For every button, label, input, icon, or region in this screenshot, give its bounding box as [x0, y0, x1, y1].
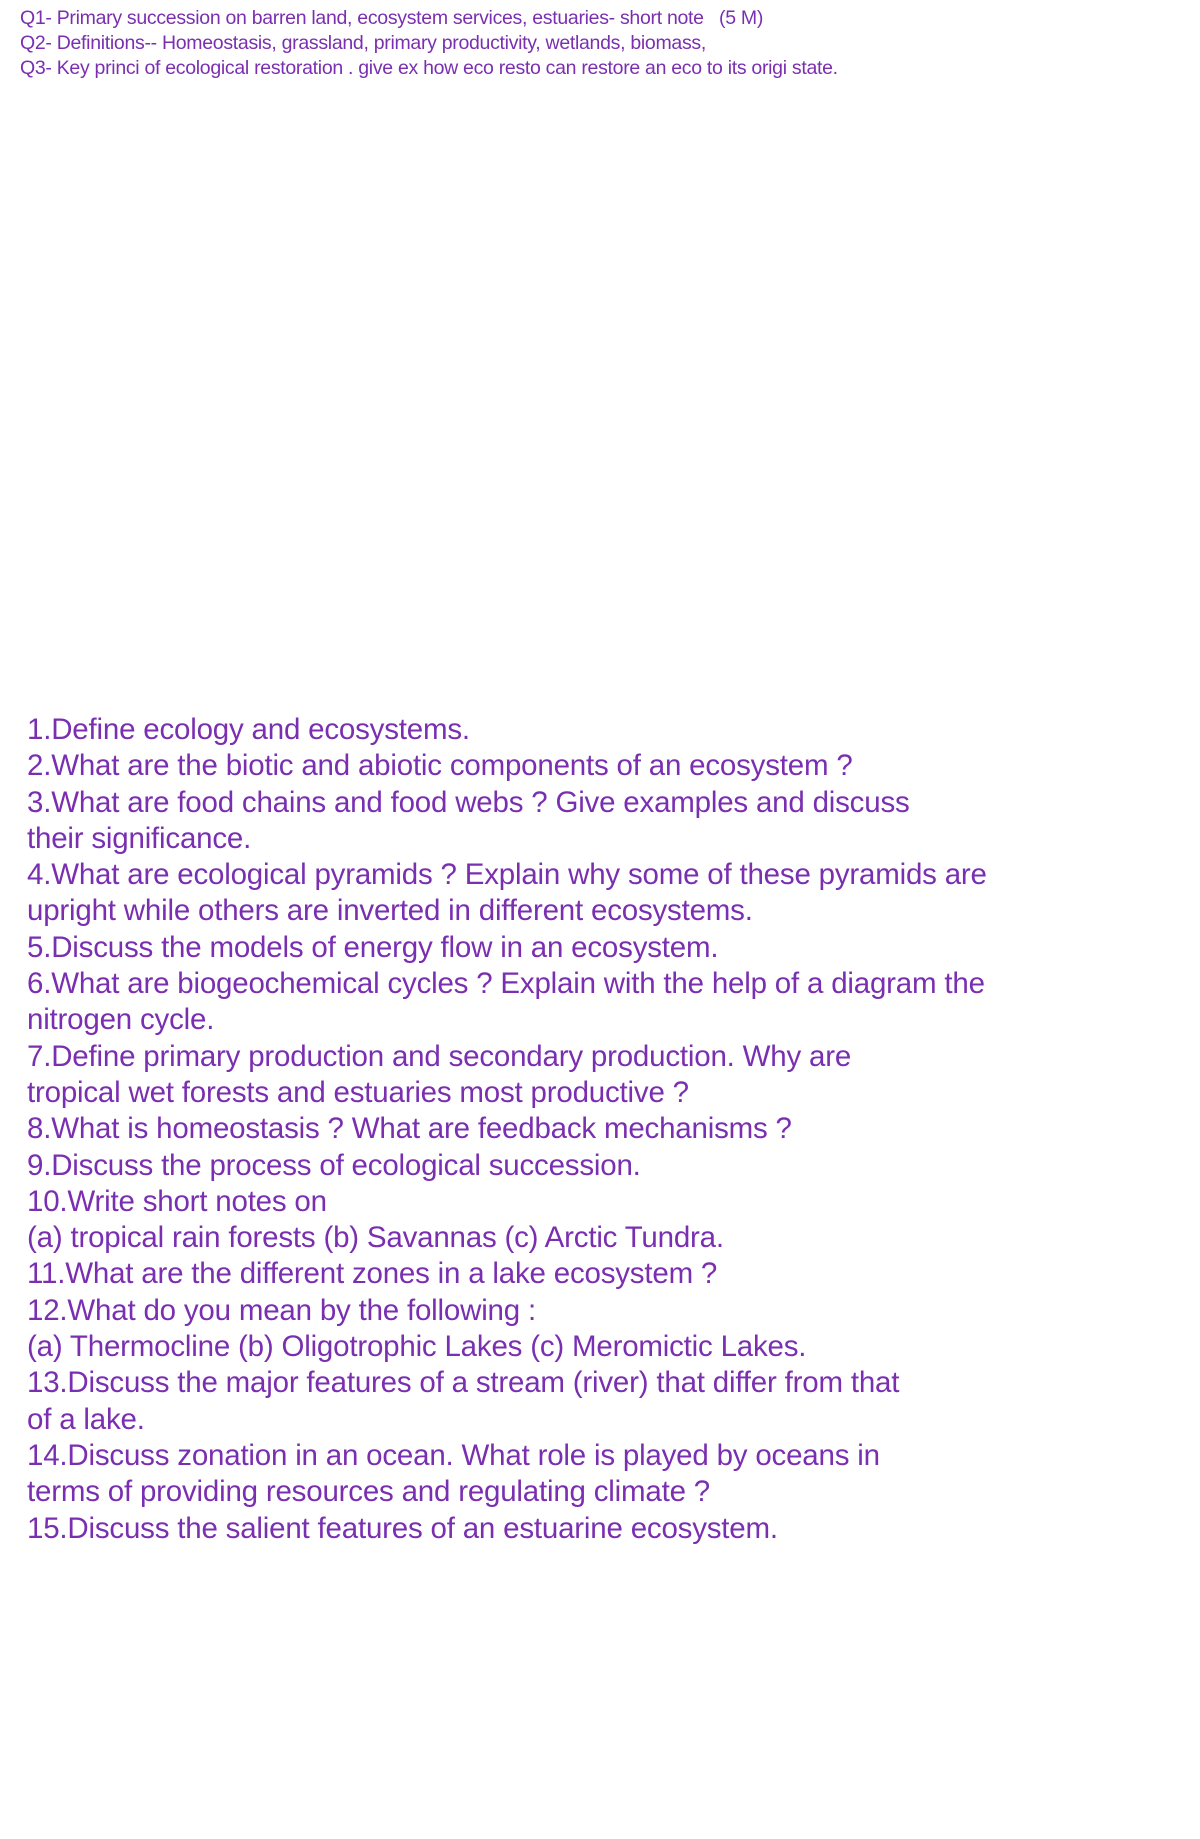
question-line: 15.Discuss the salient features of an estuarine ecosystem. [27, 1511, 778, 1545]
question-line: 9.Discuss the process of ecological succession. [27, 1148, 641, 1182]
question-list [27, 712, 1177, 1547]
note-line-q2: Q2- Definitions-- Homeostasis, grassland, primary productivity, wetlands, biomass, [20, 32, 706, 54]
question-line: 7.Define primary production and secondary production. Why are [27, 1039, 852, 1073]
question-line: 5.Discuss the models of energy flow in an ecosystem. [27, 930, 719, 964]
question-line: 6.What are biogeochemical cycles ? Explain with the help of a diagram the [27, 967, 985, 1001]
question-line: (a) tropical rain forests (b) Savannas (c) Arctic Tundra. [27, 1221, 724, 1255]
question-line: 13.Discuss the major features of a stream (river) that differ from that [27, 1366, 900, 1400]
question-line: (a) Thermocline (b) Oligotrophic Lakes (c) Meromictic Lakes. [27, 1330, 807, 1364]
note-line-q1: Q1- Primary succession on barren land, ecosystem services, estuaries- short note (5 M) [20, 7, 764, 29]
question-line: 4.What are ecological pyramids ? Explain why some of these pyramids are [27, 858, 987, 892]
question-line: 10.Write short notes on [27, 1184, 327, 1218]
question-line: 1.Define ecology and ecosystems. [27, 713, 470, 746]
question-line: upright while others are inverted in different ecosystems. [27, 894, 753, 928]
question-line: 12.What do you mean by the following : [27, 1293, 536, 1327]
question-line: 14.Discuss zonation in an ocean. What role is played by oceans in [27, 1438, 880, 1472]
note-line-q3: Q3- Key princi of ecological restoration . give ex how eco resto can restore an eco to its origi state. [20, 57, 838, 79]
handwritten-notes [20, 6, 1180, 81]
question-line: terms of providing resources and regulating climate ? [27, 1475, 710, 1509]
question-line: 3.What are food chains and food webs ? Give examples and discuss [27, 785, 910, 819]
question-line: their significance. [27, 821, 252, 855]
question-line: nitrogen cycle. [27, 1003, 215, 1037]
question-line: of a lake. [27, 1402, 145, 1436]
question-line: 2.What are the biotic and abiotic components of an ecosystem ? [27, 749, 853, 783]
question-line: tropical wet forests and estuaries most productive ? [27, 1075, 689, 1109]
question-line: 8.What is homeostasis ? What are feedback mechanisms ? [27, 1112, 792, 1146]
question-line: 11.What are the different zones in a lake ecosystem ? [27, 1257, 718, 1291]
